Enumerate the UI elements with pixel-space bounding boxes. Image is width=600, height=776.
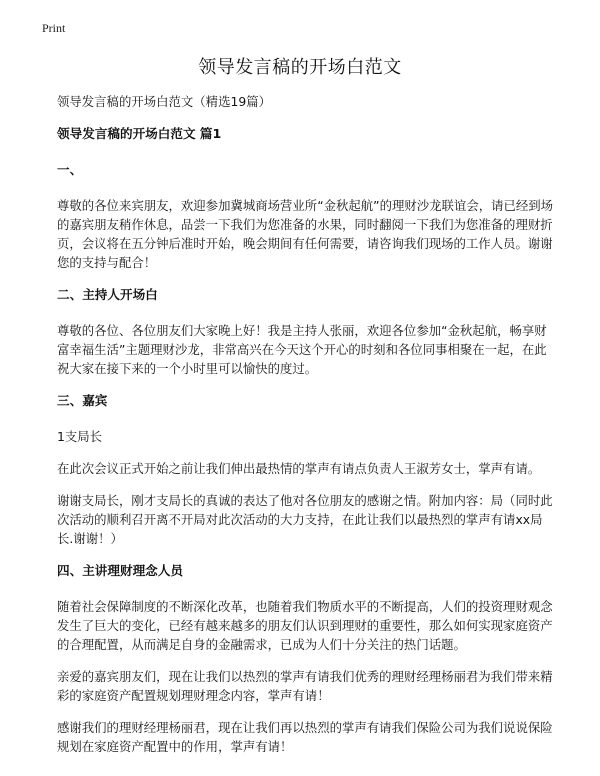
section-3-paragraph-2: 在此次会议正式开始之前让我们伸出最热情的掌声有请点负责人王淑芳女士，掌声有请。 bbox=[57, 461, 541, 476]
section-heading-4: 四、主讲理财理念人员 bbox=[57, 563, 183, 578]
section-3-paragraph-1: 1支局长 bbox=[57, 429, 103, 444]
section-3-paragraph-3: 谢谢支局长，刚才支局长的真诚的表达了他对各位朋友的感谢之情。附加内容：局（同时此次活动的顺利召开离不开局对此次活动的大力支持，在此让我们以最热烈的掌声有请xx局长.谢谢！） bbox=[57, 493, 553, 546]
section-heading-3: 三、嘉宾 bbox=[57, 393, 108, 408]
section-4-paragraph-3: 感谢我们的理财经理杨丽君，现在让我们再以热烈的掌声有请我们保险公司为我们说说保险规划在家庭资产配置中的作用，掌声有请！ bbox=[57, 720, 553, 754]
document-body bbox=[57, 92, 555, 769]
section-heading-1: 一、 bbox=[57, 162, 83, 177]
section-4-paragraph-2: 亲爱的嘉宾朋友们，现在让我们以热烈的掌声有请我们优秀的理财经理杨丽君为我们带来精彩的家庭资产配置规划理财理念内容，掌声有请！ bbox=[57, 669, 553, 703]
section-1-paragraph: 尊敬的各位来宾朋友，欢迎参加冀城商场营业所“金秋起航”的理财沙龙联谊会，请已经到场的嘉宾朋友稍作休息，品尝一下我们为您准备的水果，同时翻阅一下我们为您准备的理财折页，会议将在五分钟后准时开始，晚会期间有任何需要，请咨询我们现场的工作人员。谢谢您的支持与配合！ bbox=[57, 198, 554, 270]
document-title: 领导发言稿的开场白范文 bbox=[198, 57, 402, 78]
document-subtitle: 领导发言稿的开场白范文（精选19篇） bbox=[57, 94, 272, 109]
article-heading: 领导发言稿的开场白范文 篇1 bbox=[57, 126, 222, 141]
section-2-paragraph: 尊敬的各位、各位朋友们大家晚上好！我是主持人张丽，欢迎各位参加“金秋起航，畅享财富幸福生活”主题理财沙龙，非常高兴在今天这个开心的时刻和各位同事相聚在一起，在此祝大家在接下来的一个小时里可以愉快的度过。 bbox=[57, 323, 547, 376]
section-heading-2: 二、主持人开场白 bbox=[57, 287, 158, 302]
section-4-paragraph-1: 随着社会保障制度的不断深化改革，也随着我们物质水平的不断提高，人们的投资理财观念发生了巨大的变化，已经有越来越多的朋友们认识到理财的重要性，那么如何实现家庭资产的合理配置，从而满足自身的金融需求，已成为人们十分关注的热门话题。 bbox=[57, 599, 553, 652]
print-label: Print bbox=[42, 21, 66, 35]
